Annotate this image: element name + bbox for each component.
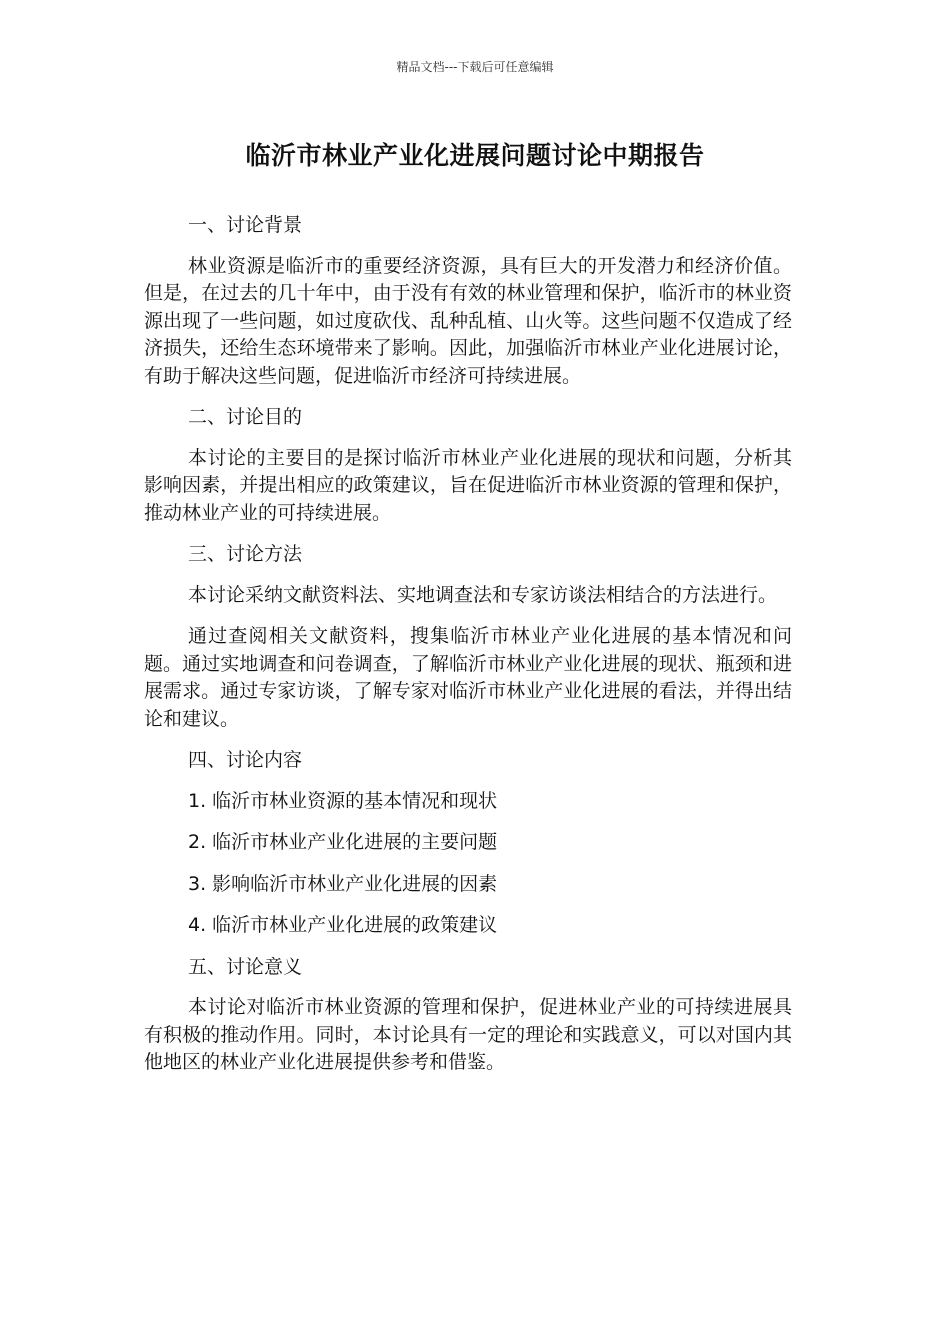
page-header-watermark: 精品文档---下载后可任意编辑: [396, 60, 554, 74]
section-body-purpose: 本讨论的主要目的是探讨临沂市林业产业化进展的现状和问题，分析其影响因素，并提出相应的政策建议，旨在促进临沂市林业资源的管理和保护，推动林业产业的可持续进展。: [144, 446, 792, 524]
section-body-method-1: 本讨论采纳文献资料法、实地调查法和专家访谈法相结合的方法进行。: [188, 583, 778, 606]
section-heading-content: 四、讨论内容: [188, 749, 303, 771]
content-list-item-4: 4. 临沂市林业产业化进展的政策建议: [188, 914, 498, 936]
section-body-background: 林业资源是临沂市的重要经济资源，具有巨大的开发潜力和经济价值。但是，在过去的几十年中，由于没有有效的林业管理和保护，临沂市的林业资源出现了一些问题，如过度砍伐、乱种乱植、山火等。这些问题不仅造成了经济损失，还给生态环境带来了影响。因此，加强临沂市林业产业化进展讨论，有助于解决这些问题，促进临沂市经济可持续进展。: [144, 254, 792, 387]
section-heading-purpose: 二、讨论目的: [188, 406, 303, 428]
section-heading-method: 三、讨论方法: [188, 543, 303, 565]
section-body-method-2: 通过查阅相关文献资料，搜集临沂市林业产业化进展的基本情况和问题。通过实地调查和问卷调查，了解临沂市林业产业化进展的现状、瓶颈和进展需求。通过专家访谈，了解专家对临沂市林业产业化进展的看法，并得出结论和建议。: [144, 625, 792, 730]
document-body: [144, 212, 792, 1091]
section-heading-background: 一、讨论背景: [188, 214, 303, 236]
content-list-item-1: 1. 临沂市林业资源的基本情况和现状: [188, 789, 498, 812]
content-list-item-2: 2. 临沂市林业产业化进展的主要问题: [188, 831, 498, 853]
section-body-significance: 本讨论对临沂市林业资源的管理和保护，促进林业产业的可持续进展具有积极的推动作用。同时，本讨论具有一定的理论和实践意义，可以对国内其他地区的林业产业化进展提供参考和借鉴。: [144, 996, 792, 1073]
document-title: 临沂市林业产业化进展问题讨论中期报告: [245, 141, 705, 170]
content-list-item-3: 3. 影响临沂市林业产业化进展的因素: [188, 872, 498, 895]
section-heading-significance: 五、讨论意义: [188, 955, 303, 978]
